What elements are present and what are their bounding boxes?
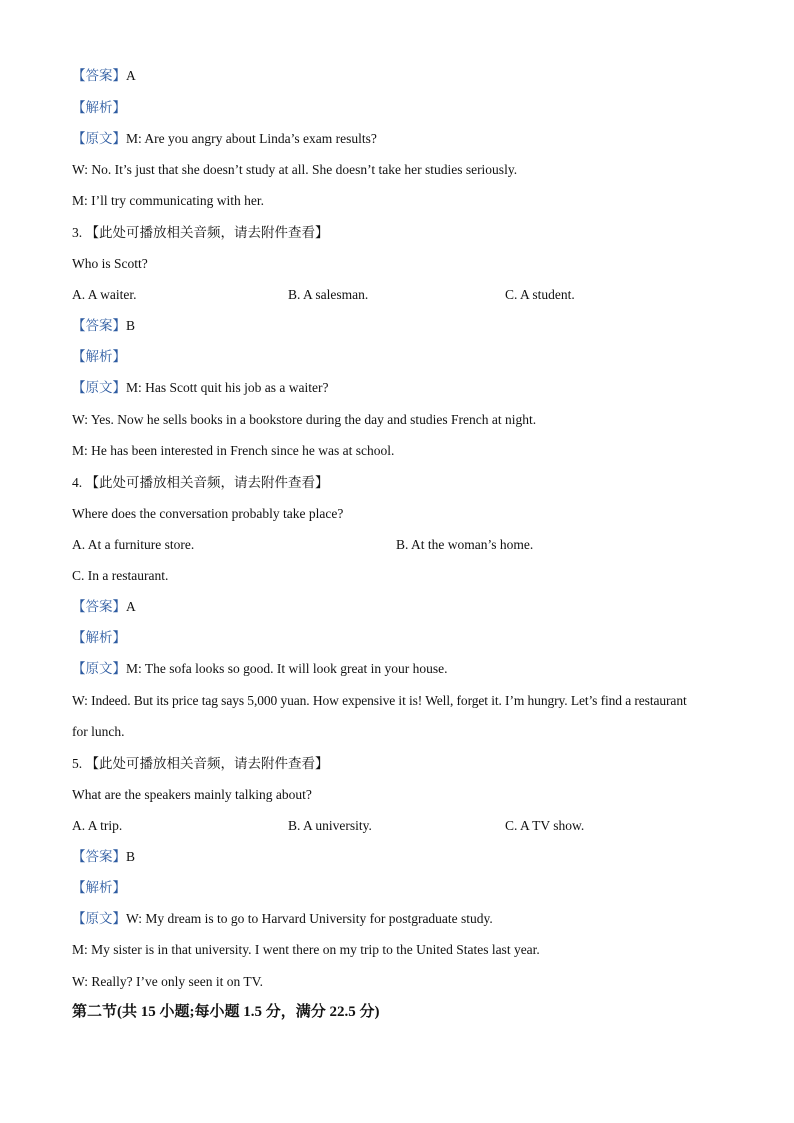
option-b-q5: B. A university.	[288, 818, 372, 833]
answer-line-q4	[72, 598, 136, 616]
option-a-q5: A. A trip.	[72, 818, 123, 833]
analysis-label-q2: 【解析】	[72, 100, 126, 115]
transcript-line-q2-2: W: No. It’s just that she doesn’t study at all. She doesn’t take her studies seriously.	[72, 162, 518, 177]
analysis-label-q5: 【解析】	[72, 880, 126, 895]
question-text-q5: What are the speakers mainly talking about?	[72, 787, 312, 802]
option-b-q3: B. A salesman.	[288, 287, 369, 302]
transcript-line-q5-1: 【原文】W: My dream is to go to Harvard University for postgraduate study.	[72, 911, 493, 926]
section-heading: 第二节(共 15 小题;每小题 1.5 分，满分 22.5 分)	[72, 1004, 380, 1020]
answer-value: B	[126, 318, 136, 333]
question-text-q4: Where does the conversation probably take place?	[72, 506, 344, 521]
answer-label: 【答案】	[72, 599, 126, 614]
transcript-line-q3-2: W: Yes. Now he sells books in a bookstore during the day and studies French at night.	[72, 412, 537, 427]
option-a-q4: A. At a furniture store.	[72, 537, 195, 552]
question-heading-q4: 4. 【此处可播放相关音频，请去附件查看】	[72, 475, 329, 490]
original-label: 【原文】	[72, 911, 126, 926]
answer-value: A	[126, 599, 136, 614]
transcript-line-q4-2: W: Indeed. But its price tag says 5,000 yuan. How expensive it is! Well, forget it. I’m hungry. Let’s find a restaurant	[72, 693, 687, 708]
analysis-label-q3: 【解析】	[72, 349, 126, 364]
transcript-line-q3-3: M: He has been interested in French since he was at school.	[72, 443, 395, 458]
answer-label: 【答案】	[72, 318, 126, 333]
question-heading-q3: 3. 【此处可播放相关音频，请去附件查看】	[72, 225, 329, 240]
option-a-q3: A. A waiter.	[72, 287, 137, 302]
option-c-q4: C. In a restaurant.	[72, 568, 169, 583]
option-c-q3: C. A student.	[505, 287, 575, 302]
question-heading-q5: 5. 【此处可播放相关音频，请去附件查看】	[72, 756, 329, 771]
transcript-line-q4-1: 【原文】M: The sofa looks so good. It will look great in your house.	[72, 661, 448, 676]
answer-line-q3	[72, 317, 135, 335]
original-label: 【原文】	[72, 131, 126, 146]
original-label: 【原文】	[72, 380, 126, 395]
answer-line-q5	[72, 848, 135, 866]
answer-label: 【答案】	[72, 849, 126, 864]
answer-value: A	[126, 68, 136, 83]
transcript-line-q5-3: W: Really? I’ve only seen it on TV.	[72, 974, 263, 989]
answer-line-q2	[72, 67, 136, 85]
question-text-q3: Who is Scott?	[72, 256, 148, 271]
original-label: 【原文】	[72, 661, 126, 676]
transcript-line-q2-3: M: I’ll try communicating with her.	[72, 193, 264, 208]
transcript-line-q5-2: M: My sister is in that university. I went there on my trip to the United States last year.	[72, 942, 540, 957]
option-b-q4: B. At the woman’s home.	[396, 537, 534, 552]
transcript-line-q2-1: 【原文】M: Are you angry about Linda’s exam results?	[72, 131, 377, 146]
answer-value: B	[126, 849, 136, 864]
option-c-q5: C. A TV show.	[505, 818, 585, 833]
analysis-label-q4: 【解析】	[72, 630, 126, 645]
transcript-line-q3-1: 【原文】M: Has Scott quit his job as a waiter?	[72, 380, 329, 395]
answer-label: 【答案】	[72, 68, 126, 83]
transcript-line-q4-3: for lunch.	[72, 724, 125, 739]
